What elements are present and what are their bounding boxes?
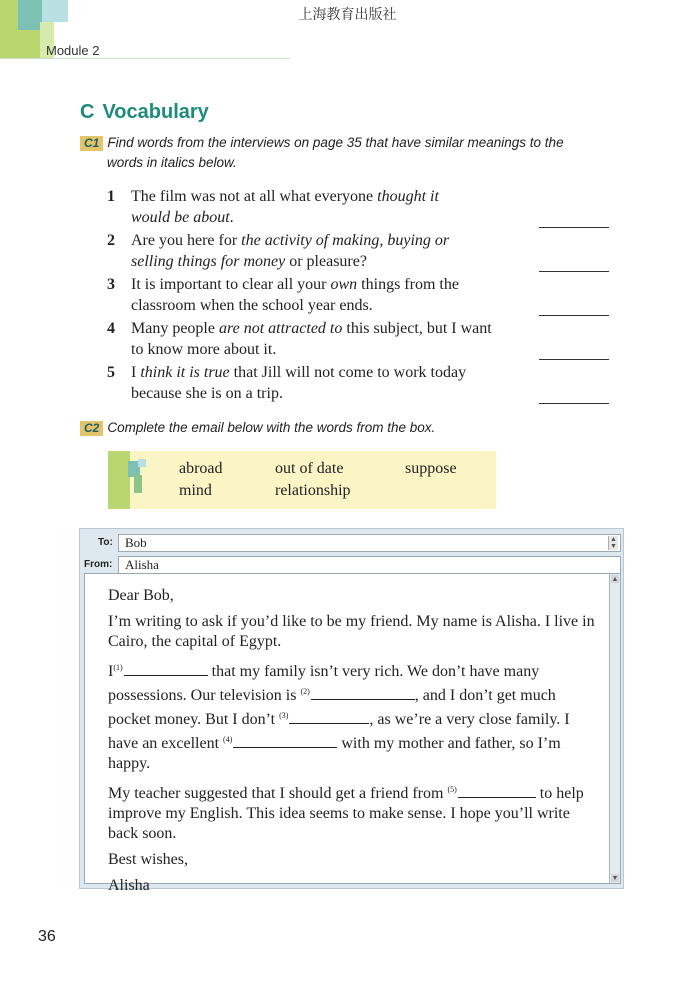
item-text-plain: things from the <box>357 276 459 293</box>
item-text <box>131 230 531 272</box>
item-text-italic: own <box>330 276 358 293</box>
item-text-plain: It is important to clear all your <box>131 276 331 293</box>
to-field-spinner[interactable]: ▲ ▼ <box>608 536 618 550</box>
item-text-italic: are not attracted to <box>218 320 343 337</box>
answer-gap[interactable] <box>289 709 369 724</box>
gap-number: (4) <box>223 735 233 744</box>
list-item <box>107 230 612 272</box>
item-number: 4 <box>107 320 115 337</box>
item-text-plain: The film was not at all what everyone <box>131 188 378 205</box>
from-value: Alisha <box>125 557 159 572</box>
email-signature: Alisha <box>108 877 150 894</box>
from-label: From: <box>84 559 113 570</box>
email-paragraph: I’m writing to ask if you’d like to be my friend. My name is Alisha. I live in Cairo, the capital of Egypt. <box>108 613 595 650</box>
section-name: Vocabulary <box>102 101 209 123</box>
list-item <box>107 318 612 360</box>
email-text: , and I don’t get much pocket money. But I don’t <box>108 687 556 728</box>
item-text-plain: because she is on a trip. <box>131 385 283 402</box>
gap-number: (2) <box>300 687 310 696</box>
wordbox-decoration <box>138 459 146 467</box>
item-text <box>131 186 531 228</box>
to-value: Bob <box>125 535 147 550</box>
item-text-plain: I <box>131 364 141 381</box>
word-box-word: out of date <box>275 460 344 477</box>
gap-number: (3) <box>279 711 289 720</box>
word-box-word: relationship <box>275 482 351 499</box>
email-text: My teacher suggested that I should get a friend from <box>108 785 448 802</box>
email-greeting: Dear Bob, <box>108 587 174 604</box>
item-text-plain: . <box>229 209 234 226</box>
answer-gap[interactable] <box>124 661 208 676</box>
word-box-word: mind <box>179 482 212 499</box>
item-text-italic: selling things for money <box>131 253 286 270</box>
publisher-name: 上海教育出版社 <box>298 7 397 23</box>
item-number: 1 <box>107 188 115 205</box>
item-text-plain: Are you here for <box>131 232 242 249</box>
email-paragraph <box>108 658 598 774</box>
item-text <box>131 318 531 360</box>
email-closing: Best wishes, <box>108 851 188 868</box>
answer-blank[interactable] <box>539 270 609 272</box>
word-box-word: abroad <box>179 460 223 477</box>
item-text-plain: this subject, but I want <box>342 320 492 337</box>
gap-number: (1) <box>113 663 123 672</box>
item-text-italic: the activity of making, buying or <box>241 232 450 249</box>
answer-blank[interactable] <box>539 226 609 228</box>
c1-instruction-line1: Find words from the interviews on page 35 that have similar meanings to the <box>107 135 564 150</box>
list-item <box>107 186 612 228</box>
email-body <box>108 586 598 902</box>
answer-blank[interactable] <box>539 358 609 360</box>
header-divider <box>0 58 290 59</box>
answer-blank[interactable] <box>539 402 609 404</box>
to-label: To: <box>98 537 113 548</box>
email-text: that my family isn’t very rich. We don’t have many possessions. Our television is <box>108 663 540 704</box>
email-text: I <box>108 663 114 680</box>
c2-tag: C2 <box>80 421 103 436</box>
email-text: to help improve my English. This idea seems to make sense. I hope you’ll write back soon. <box>108 785 584 842</box>
c2-instruction-text: Complete the email below with the words from the box. <box>107 420 436 435</box>
item-number: 5 <box>107 364 115 381</box>
wordbox-decoration <box>108 451 130 509</box>
item-text-italic: thought it <box>377 188 439 205</box>
item-text-plain: or pleasure? <box>285 253 367 270</box>
c1-tag: C1 <box>80 136 103 151</box>
item-text-plain: Many people <box>131 320 219 337</box>
item-text-plain: classroom when the school year ends. <box>131 297 373 314</box>
answer-gap[interactable] <box>458 783 536 798</box>
from-field[interactable] <box>118 556 621 574</box>
c1-item-list <box>107 186 612 406</box>
list-item <box>107 274 612 316</box>
answer-gap[interactable] <box>233 733 337 748</box>
module-label: Module 2 <box>46 43 100 58</box>
scroll-down-icon[interactable]: ▼ <box>611 874 619 882</box>
item-number: 3 <box>107 276 115 293</box>
item-text-italic: would be about <box>131 209 230 226</box>
answer-blank[interactable] <box>539 314 609 316</box>
email-paragraph <box>108 780 598 844</box>
item-text <box>131 362 531 404</box>
c1-instruction-line2: words in italics below. <box>107 155 237 170</box>
c1-instruction <box>80 133 600 173</box>
to-field[interactable] <box>118 534 621 552</box>
c2-instruction <box>80 418 435 438</box>
word-box <box>108 451 496 509</box>
item-text-italic: think it is true <box>140 364 230 381</box>
list-item <box>107 362 612 404</box>
scroll-up-icon[interactable]: ▲ <box>611 575 619 583</box>
item-text-plain: that Jill will not come to work today <box>229 364 467 381</box>
item-text <box>131 274 531 316</box>
email-scrollbar[interactable] <box>609 574 620 883</box>
wordbox-decoration <box>134 475 142 493</box>
email-text: with my mother and father, so I’m happy. <box>108 735 561 772</box>
section-letter: C <box>80 101 95 123</box>
item-number: 2 <box>107 232 115 249</box>
word-box-word: suppose <box>405 460 457 477</box>
item-text-plain: to know more about it. <box>131 341 277 358</box>
answer-gap[interactable] <box>311 685 415 700</box>
section-title <box>80 101 209 124</box>
gap-number: (5) <box>447 785 457 794</box>
page-number: 36 <box>38 928 56 945</box>
email-text: , as we’re a very close family. I have an excellent <box>108 711 570 752</box>
